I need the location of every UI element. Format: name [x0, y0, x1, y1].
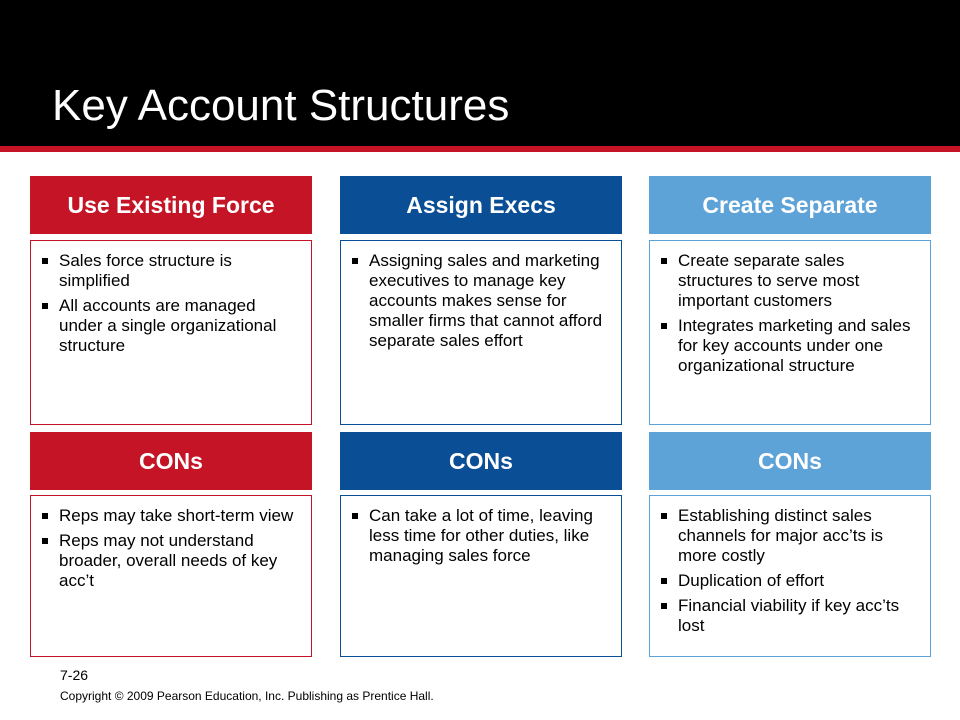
cons-list — [31, 496, 311, 591]
column-create-separate — [649, 0, 931, 720]
pros-list — [31, 241, 311, 356]
bullet-item: Can take a lot of time, leaving less time for other duties, like managing sales force — [369, 506, 611, 566]
cons-header: CONs — [340, 432, 622, 490]
bullet-item: Create separate sales structures to serve most important customers — [678, 251, 920, 311]
bullet-item: Reps may take short-term view — [59, 506, 301, 526]
bullet-item: Establishing distinct sales channels for major acc’ts is more costly — [678, 506, 920, 566]
bullet-item: Financial viability if key acc’ts lost — [678, 596, 920, 636]
column-header: Create Separate — [649, 176, 931, 234]
cons-box — [340, 495, 622, 657]
column-assign-execs — [340, 0, 622, 720]
copyright-notice: Copyright © 2009 Pearson Education, Inc. Publishing as Prentice Hall. — [60, 689, 434, 703]
pros-list — [341, 241, 621, 351]
cons-header: CONs — [30, 432, 312, 490]
cons-list — [650, 496, 930, 636]
bullet-item: Sales force structure is simplified — [59, 251, 301, 291]
pros-list — [650, 241, 930, 376]
bullet-item: Duplication of effort — [678, 571, 920, 591]
cons-header: CONs — [649, 432, 931, 490]
bullet-item: Reps may not understand broader, overall needs of key acc’t — [59, 531, 301, 591]
bullet-item: All accounts are managed under a single organizational structure — [59, 296, 301, 356]
column-header: Use Existing Force — [30, 176, 312, 234]
bullet-item: Assigning sales and marketing executives to manage key accounts makes sense for smaller firms that cannot afford separate sales effort — [369, 251, 611, 351]
cons-box — [30, 495, 312, 657]
pros-box — [340, 240, 622, 425]
bullet-item: Integrates marketing and sales for key accounts under one organizational structure — [678, 316, 920, 376]
slide-number: 7-26 — [60, 667, 89, 683]
pros-box — [30, 240, 312, 425]
column-use-existing-force — [30, 0, 312, 720]
slide-title: Key Account Structures — [52, 81, 510, 130]
column-header: Assign Execs — [340, 176, 622, 234]
cons-box — [649, 495, 931, 657]
pros-box — [649, 240, 931, 425]
cons-list — [341, 496, 621, 566]
